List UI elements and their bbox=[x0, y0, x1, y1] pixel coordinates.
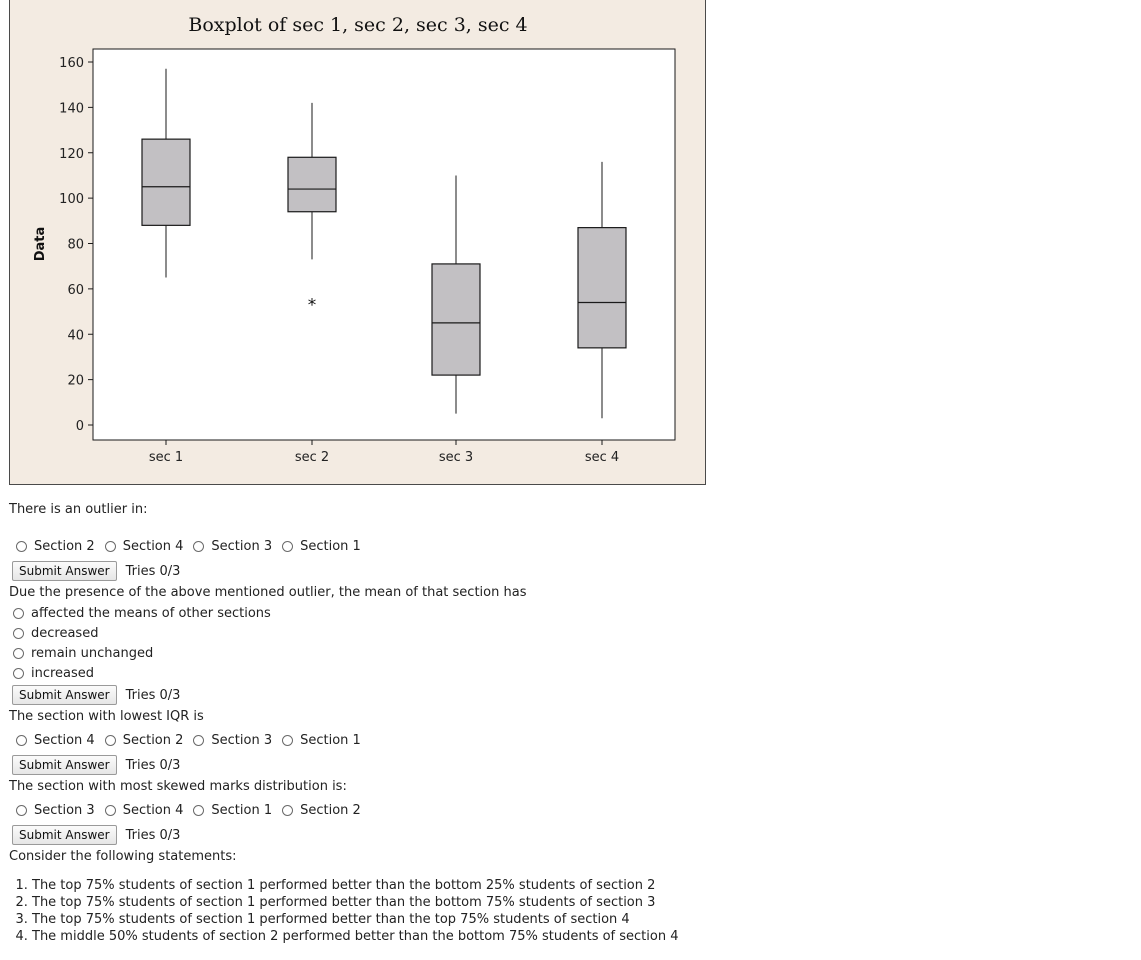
x-tick-label: sec 2 bbox=[294, 450, 330, 465]
y-tick-label: 40 bbox=[67, 328, 84, 344]
y-tick-label: 120 bbox=[59, 146, 84, 162]
statement-item: 3. The top 75% students of section 1 performed better than the top 75% students of section 4 bbox=[32, 911, 679, 928]
radio-button[interactable] bbox=[105, 805, 116, 816]
y-tick-label: 80 bbox=[67, 237, 84, 253]
q2-option-1[interactable]: affected the means of other sections bbox=[13, 603, 271, 623]
y-tick-label: 100 bbox=[59, 192, 84, 208]
q1-tries: Tries 0/3 bbox=[125, 563, 181, 579]
statements-list bbox=[8, 877, 679, 945]
q4-submit-button[interactable]: Submit Answer bbox=[12, 825, 117, 845]
q4-option-2[interactable]: Section 4 bbox=[105, 803, 184, 818]
question-outlier-text: There is an outlier in: bbox=[9, 502, 148, 517]
q3-option-2[interactable]: Section 2 bbox=[105, 733, 184, 748]
iqr-box bbox=[432, 264, 480, 375]
q3-option-3[interactable]: Section 3 bbox=[193, 733, 272, 748]
q3-option-1[interactable]: Section 4 bbox=[16, 733, 95, 748]
radio-button[interactable] bbox=[282, 735, 293, 746]
statement-item: 1. The top 75% students of section 1 performed better than the bottom 25% students of section 2 bbox=[32, 877, 679, 894]
q3-tries: Tries 0/3 bbox=[125, 757, 181, 773]
y-tick-label: 0 bbox=[75, 419, 84, 434]
iqr-box bbox=[288, 157, 336, 211]
question-skew-text: The section with most skewed marks distribution is: bbox=[9, 779, 347, 794]
q1-options bbox=[16, 537, 371, 555]
iqr-box bbox=[578, 228, 626, 348]
y-axis-label: Data bbox=[33, 226, 48, 262]
q1-option-4[interactable]: Section 1 bbox=[282, 539, 361, 554]
radio-button[interactable] bbox=[105, 541, 116, 552]
q3-submit-row bbox=[12, 755, 180, 775]
q4-option-3[interactable]: Section 1 bbox=[193, 803, 272, 818]
q1-option-3[interactable]: Section 3 bbox=[193, 539, 272, 554]
radio-button[interactable] bbox=[105, 735, 116, 746]
x-tick-label: sec 3 bbox=[438, 450, 474, 465]
radio-button[interactable] bbox=[16, 805, 27, 816]
q4-submit-row bbox=[12, 825, 180, 845]
q4-option-1[interactable]: Section 3 bbox=[16, 803, 95, 818]
radio-button[interactable] bbox=[13, 668, 24, 679]
radio-button[interactable] bbox=[13, 648, 24, 659]
statement-item: 4. The middle 50% students of section 2 performed better than the bottom 75% students of section 4 bbox=[32, 928, 679, 945]
q1-submit-row bbox=[12, 561, 180, 581]
x-tick-label: sec 4 bbox=[584, 450, 620, 465]
y-tick-label: 140 bbox=[59, 101, 84, 117]
q1-option-2[interactable]: Section 4 bbox=[105, 539, 184, 554]
q1-option-1[interactable]: Section 2 bbox=[16, 539, 95, 554]
q4-option-4[interactable]: Section 2 bbox=[282, 803, 361, 818]
statement-item: 2. The top 75% students of section 1 performed better than the bottom 75% students of section 3 bbox=[32, 894, 679, 911]
q3-submit-button[interactable]: Submit Answer bbox=[12, 755, 117, 775]
question-iqr-text: The section with lowest IQR is bbox=[9, 709, 204, 724]
q4-tries: Tries 0/3 bbox=[125, 827, 181, 843]
radio-button[interactable] bbox=[16, 735, 27, 746]
q3-options bbox=[16, 731, 371, 749]
y-tick-label: 160 bbox=[59, 56, 84, 71]
q3-option-4[interactable]: Section 1 bbox=[282, 733, 361, 748]
boxplot-svg bbox=[10, 0, 707, 486]
q2-option-2[interactable]: decreased bbox=[13, 623, 271, 643]
radio-button[interactable] bbox=[282, 541, 293, 552]
y-tick-label: 20 bbox=[67, 373, 84, 389]
q4-options bbox=[16, 801, 371, 819]
iqr-box bbox=[142, 139, 190, 225]
q2-option-3[interactable]: remain unchanged bbox=[13, 643, 271, 663]
question-statements-text: Consider the following statements: bbox=[9, 849, 237, 864]
q2-submit-row bbox=[12, 685, 180, 705]
radio-button[interactable] bbox=[13, 608, 24, 619]
q2-options bbox=[13, 603, 271, 683]
q2-option-4[interactable]: increased bbox=[13, 663, 271, 683]
outlier-point: * bbox=[307, 295, 317, 316]
q1-submit-button[interactable]: Submit Answer bbox=[12, 561, 117, 581]
y-tick-label: 60 bbox=[67, 282, 84, 298]
chart-title: Boxplot of sec 1, sec 2, sec 3, sec 4 bbox=[188, 14, 528, 36]
radio-button[interactable] bbox=[193, 735, 204, 746]
radio-button[interactable] bbox=[193, 805, 204, 816]
q2-submit-button[interactable]: Submit Answer bbox=[12, 685, 117, 705]
radio-button[interactable] bbox=[193, 541, 204, 552]
x-tick-label: sec 1 bbox=[148, 450, 184, 465]
question-mean-text: Due the presence of the above mentioned outlier, the mean of that section has bbox=[9, 585, 527, 600]
boxplot-chart bbox=[9, 0, 706, 485]
radio-button[interactable] bbox=[282, 805, 293, 816]
q2-tries: Tries 0/3 bbox=[125, 687, 181, 703]
radio-button[interactable] bbox=[13, 628, 24, 639]
radio-button[interactable] bbox=[16, 541, 27, 552]
